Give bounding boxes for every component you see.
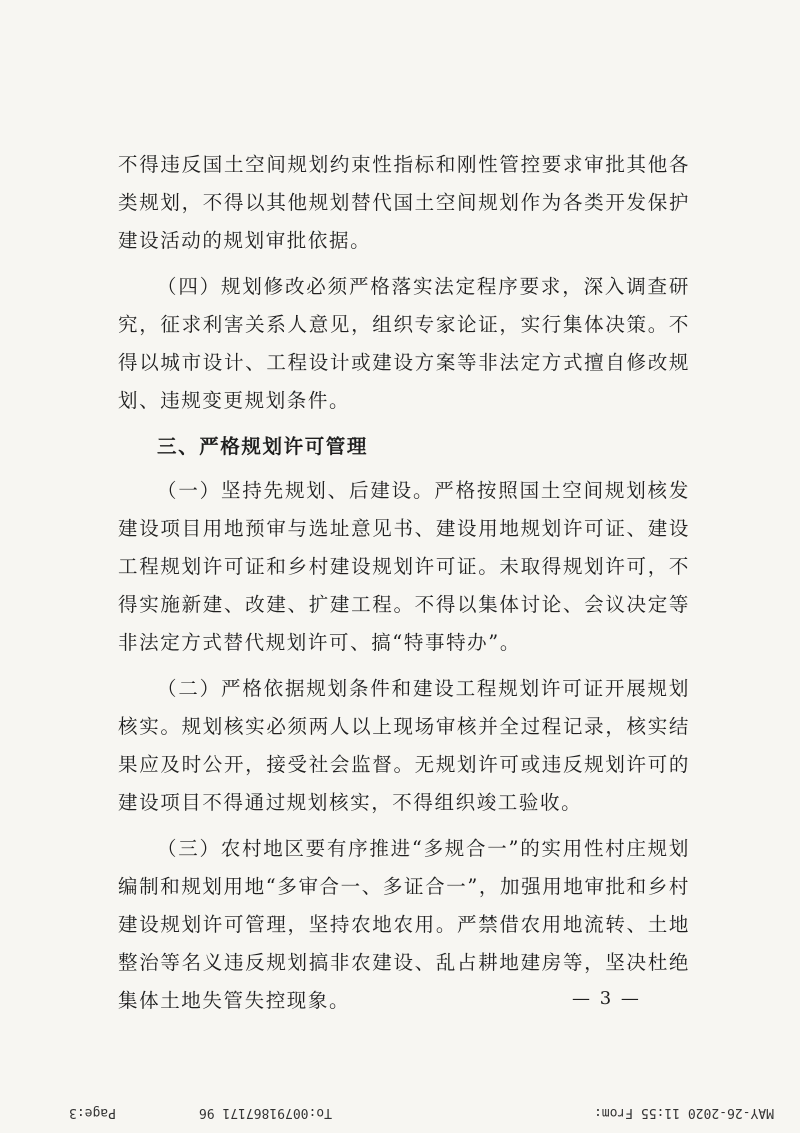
paragraph-continued: 不得违反国土空间规划约束性指标和刚性管控要求审批其他各类规划，不得以其他规划替代国土空间规划作为各类开发保护建设活动的规划审批依据。 xyxy=(118,153,690,252)
paragraph-four: （四）规划修改必须严格落实法定程序要求，深入调查研究，征求利害关系人意见，组织专家论证，实行集体决策。不得以城市设计、工程设计或建设方案等非法定方式擅自修改规划、违规变更规划条件。 xyxy=(118,275,690,412)
fax-from-stamp: MAY-26-2020 11:55 From: xyxy=(593,1105,774,1120)
fax-header-strip xyxy=(40,1098,780,1126)
paragraph-one: （一）坚持先规划、后建设。严格按照国土空间规划核发建设项目用地预审与选址意见书、建设用地规划许可证、建设工程规划许可证和乡村建设规划许可证。未取得规划许可，不得实施新建、改建、扩建工程。不得以集体讨论、会议决定等非法定方式替代规划许可、搞“特事特办”。 xyxy=(118,479,690,654)
paragraph-two: （二）严格依据规划条件和建设工程规划许可证开展规划核实。规划核实必须两人以上现场审核并全过程记录，核实结果应及时公开，接受社会监督。无规划许可或违反规划许可的建设项目不得通过规划核实，不得组织竣工验收。 xyxy=(118,677,690,814)
page-number: — 3 — xyxy=(572,988,641,1009)
document-body xyxy=(118,146,690,1028)
fax-page-count: Page:3 xyxy=(69,1105,116,1120)
section-heading: 三、严格规划许可管理 xyxy=(157,435,369,458)
fax-to-number: To:00791867171 96 xyxy=(198,1105,332,1120)
paragraph-three: （三）农村地区要有序推进“多规合一”的实用性村庄规划编制和规划用地“多审合一、多证合一”，加强用地审批和乡村建设规划许可管理，坚持农地农用。严禁借农用地流转、土地整治等名义违反规划搞非农建设、乱占耕地建房等，坚决杜绝集体土地失管失控现象。 xyxy=(118,837,690,1012)
